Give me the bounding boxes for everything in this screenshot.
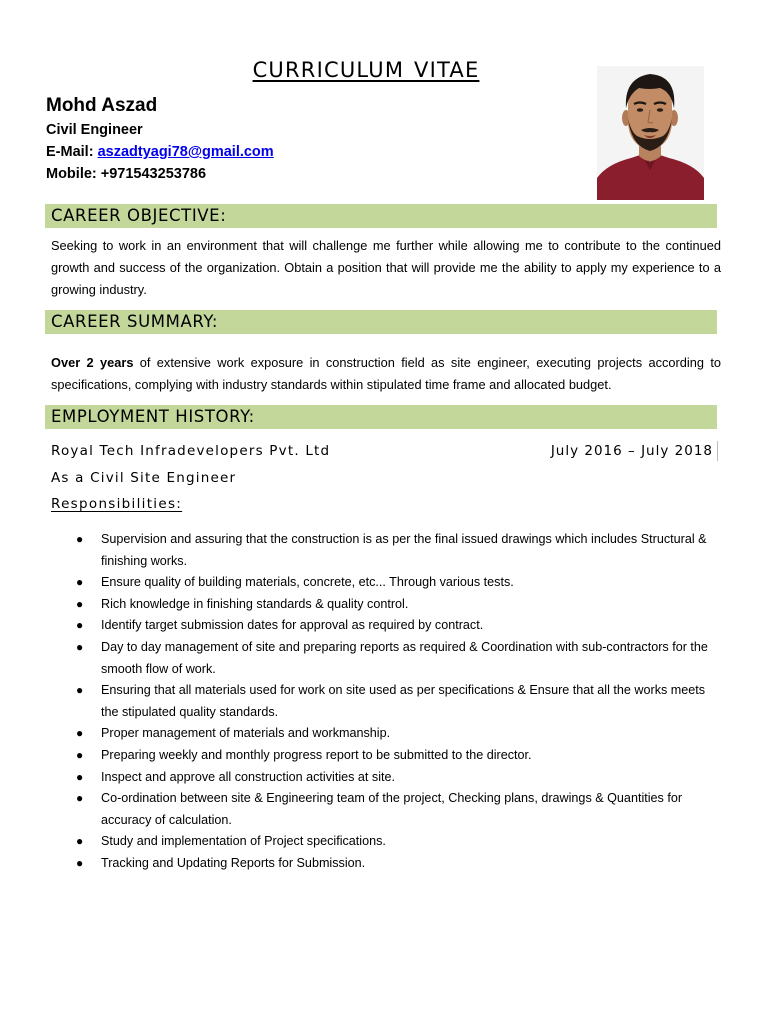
responsibility-item: ● Proper management of materials and workmanship. (0, 723, 726, 745)
email-label: E-Mail: (46, 144, 94, 160)
responsibility-item: ● Tracking and Updating Reports for Submission. (0, 853, 726, 875)
career-summary-bold: Over 2 years (51, 355, 134, 370)
bullet-icon: ● (76, 791, 84, 806)
responsibility-item: ● Ensure quality of building materials, concrete, etc... Through various tests. (0, 572, 726, 594)
responsibility-item: ● Inspect and approve all construction activities at site. (0, 767, 726, 789)
career-objective-heading-bar (45, 204, 717, 228)
job-position: As a Civil Site Engineer (51, 470, 237, 486)
bullet-icon: ● (76, 855, 84, 870)
bullet-icon: ● (76, 575, 84, 590)
employment-dates: July 2016 – July 2018 (550, 443, 713, 459)
employer-name: Royal Tech Infradevelopers Pvt. Ltd (51, 443, 331, 459)
responsibility-item: ● Ensuring that all materials used for work on site used as per specifications & Ensure that all the works meets the stipulated quality standards. (0, 680, 726, 723)
career-objective-heading: CAREER OBJECTIVE: (51, 206, 227, 225)
bullet-icon: ● (76, 683, 84, 698)
responsibility-item: ● Co-ordination between site & Engineering team of the project, Checking plans, drawings & Quantities for accuracy of calculation. (0, 788, 726, 831)
responsibility-item: ● Identify target submission dates for approval as required by contract. (0, 615, 726, 637)
responsibility-item: ● Rich knowledge in finishing standards & quality control. (0, 594, 726, 616)
bullet-icon: ● (76, 834, 84, 849)
career-objective-text: Seeking to work in an environment that will challenge me further while allowing me to contribute to the continued growth and success of the organization. Obtain a position that will provide me the ability to apply my experience to a growing industry. (51, 238, 721, 297)
bullet-icon: ● (76, 747, 84, 762)
responsibility-item: ● Preparing weekly and monthly progress report to be submitted to the director. (0, 745, 726, 767)
career-summary-rest: of extensive work exposure in construction field as site engineer, executing projects according to specifications, complying with industry standards within stipulated time frame and allocated budget. (51, 355, 721, 392)
bullet-icon: ● (76, 639, 84, 654)
bullet-icon: ● (76, 596, 84, 611)
bullet-icon: ● (76, 618, 84, 633)
email-line (46, 144, 274, 160)
responsibilities-list (0, 529, 768, 875)
career-summary-heading-bar (45, 310, 717, 334)
employment-entry (51, 441, 718, 461)
mobile-number: Mobile: +971543253786 (46, 166, 207, 182)
career-summary-heading: CAREER SUMMARY: (51, 312, 218, 331)
bullet-icon: ● (76, 726, 84, 741)
document-title: CURRICULUM VITAE (252, 58, 480, 82)
employment-history-heading: EMPLOYMENT HISTORY: (51, 407, 255, 426)
responsibility-item: ● Study and implementation of Project specifications. (0, 831, 726, 853)
employment-history-heading-bar (45, 405, 717, 429)
bullet-icon: ● (76, 532, 84, 546)
candidate-name: Mohd Aszad (46, 95, 158, 116)
responsibilities-heading: Responsibilities: (51, 496, 183, 512)
career-summary-text (51, 352, 721, 396)
bullet-icon: ● (76, 769, 84, 784)
candidate-role: Civil Engineer (46, 122, 143, 138)
email-link[interactable]: aszadtyagi78@gmail.com (97, 144, 274, 160)
profile-photo (597, 66, 704, 200)
responsibility-item: ● Day to day management of site and preparing reports as required & Coordination with sub-contractors for the smooth flow of work. (0, 637, 726, 680)
profile-photo-image (597, 66, 704, 200)
responsibility-item: ● Supervision and assuring that the construction is as per the final issued drawings which includes Structural & finishing works. (0, 529, 726, 572)
